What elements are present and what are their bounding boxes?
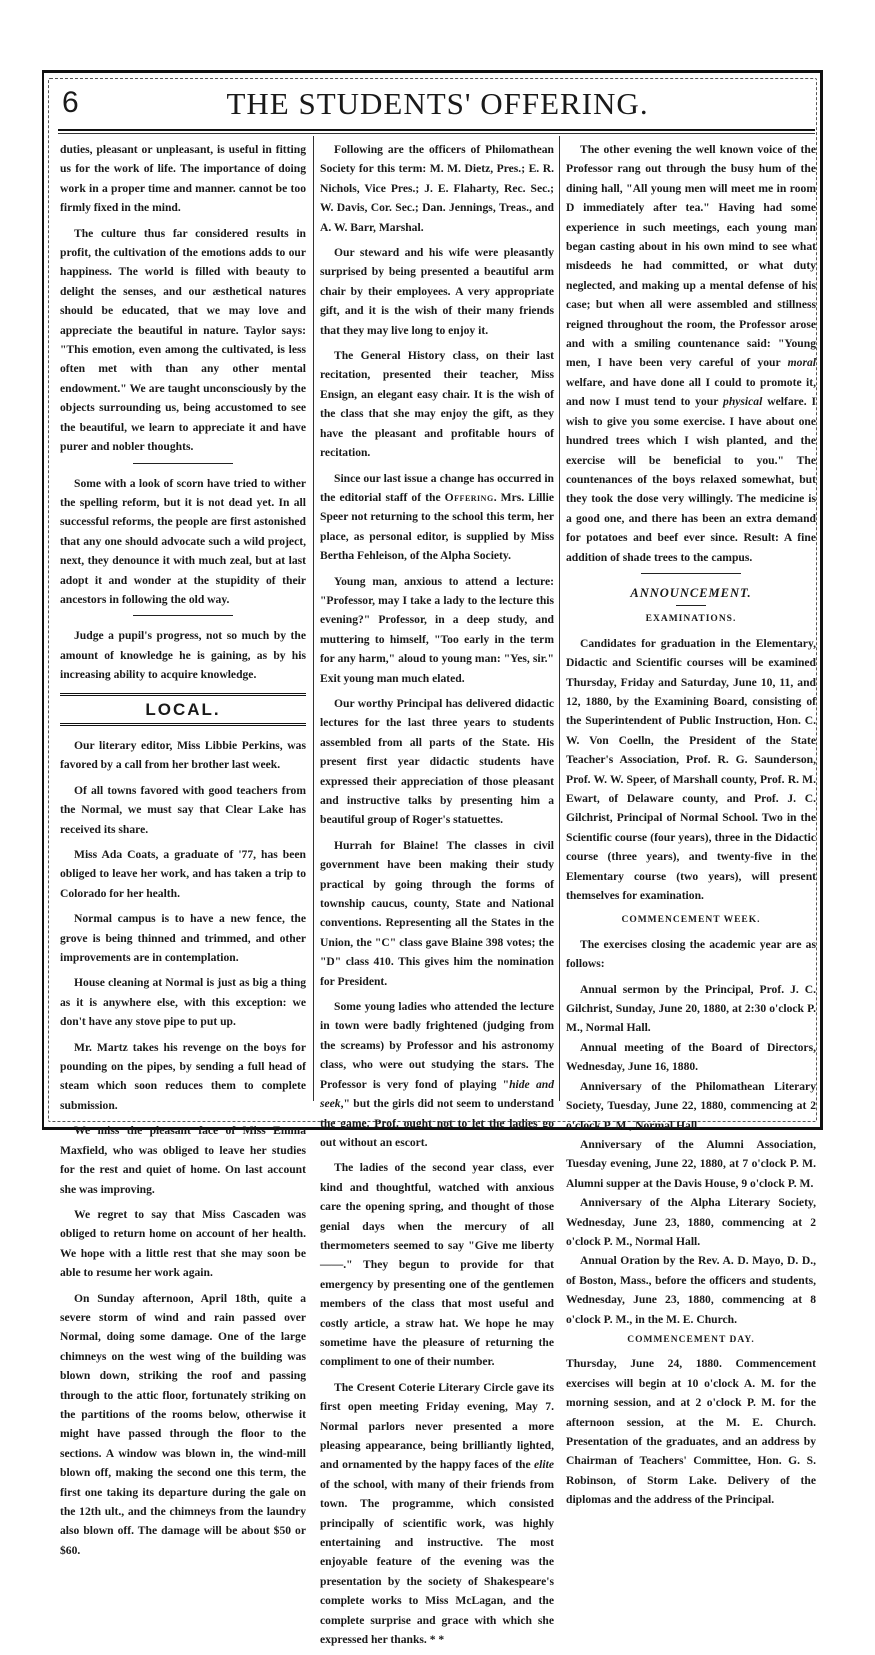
article-paragraph xyxy=(320,346,554,462)
article-paragraph xyxy=(566,1038,816,1077)
article-paragraph xyxy=(566,1193,816,1251)
text-run: The other evening the well known voice of the Professor rang out through the busy hum of the dining hall, "All young men will meet me in room D immediately after tea." Having had some experience in such meetings, each young man began casting about in his own mind to see what misdeeds he had committed, or what duty neglected, and making up a mental defense of his case; but when all were assembled and stillness reigned throughout the room, the Professor arose and with a smiling countenance said: "Young men, I have been very careful of your xyxy=(566,143,816,370)
article-paragraph xyxy=(320,1378,554,1650)
italic-text: moral xyxy=(787,356,816,370)
article-paragraph xyxy=(60,140,306,218)
article-paragraph xyxy=(566,935,816,974)
announcement-heading: ANNOUNCEMENT. xyxy=(630,585,752,600)
section-separator-rule xyxy=(133,463,233,464)
text-run: The ladies of the second year class, ever kind and thoughtful, watched with anxious care the opening spring, and thought of those genial days when the mercury of all thermometers seemed to say "Give me liberty——." They begun to provide for that emergency by presenting one of the gentlemen members of the class that most useful and costly article, a straw hat. We hope he may sometime have the pleasure of returning the compliment to one of their number. xyxy=(320,1161,554,1369)
header-rule-thin xyxy=(58,133,815,134)
text-run: Thursday, June 24, 1880. Commencement exercises will begin at 10 o'clock A. M. for the morning session, and at 2 o'clock P. M. for the afternoon session, at the M. E. Church. Presentation of the graduates, and an address by Chairman of Teachers' Committee, Hon. G. S. Robinson, of Storm Lake. Delivery of the diplomas and the address of the Principal. xyxy=(566,1357,816,1507)
text-run: Judge a pupil's progress, not so much by the amount of knowledge he is gaining, as by his increasing ability to acquire knowledge. xyxy=(60,629,306,682)
text-run: We regret to say that Miss Cascaden was obliged to return home on account of her health. We hope with a little rest that she may soon be able to resume her work again. xyxy=(60,1207,306,1280)
column-divider xyxy=(559,136,560,1101)
text-run: The culture thus far considered results in profit, the cultivation of the emotions adds to our happiness. The world is filled with beauty to delight the senses, and our æsthetical natures should be educated, that we may love and appreciate the beautiful in nature. Taylor says: "This emotion, even among the cultivated, is less often met with than any other mental endowment." We are taught unconsciously by the objects surrounding us, being accustomed to see the beautiful, we learn to appreciate it and have purer and nobler thoughts. xyxy=(60,226,306,454)
text-run: The General History class, on their last recitation, presented their teacher, Miss Ensign, an elegant easy chair. It is the wish of the class that she may enjoy the gift, as they have the pleasant and profitable hours of recitation. xyxy=(320,349,554,460)
article-paragraph xyxy=(320,694,554,830)
article-paragraph xyxy=(60,845,306,903)
local-section-heading: LOCAL. xyxy=(60,693,306,726)
text-run: Hurrah for Blaine! The classes in civil government have been making their study practical by going through the forms of township caucus, county, State and National conventions. Representing all the States in the Union, the "C" class gave Blaine 398 votes; the "D" class 410. This gives him the nomination for President. xyxy=(320,838,554,988)
subsection-heading: EXAMINATIONS. xyxy=(645,614,737,625)
article-paragraph xyxy=(60,736,306,775)
text-run: Mr. Martz takes his revenge on the boys for pounding on the pipes, by sending a full head of steam which soon reduces them to complete submission. xyxy=(60,1040,306,1112)
article-paragraph xyxy=(566,1135,816,1193)
text-run: welfare, and have done all I could to promote it, and now I must tend to your xyxy=(566,375,816,409)
text-run: Annual meeting of the Board of Directors, Wednesday, June 16, 1880. xyxy=(566,1040,816,1074)
column-1 xyxy=(60,140,306,1566)
article-paragraph xyxy=(566,980,816,1038)
article-paragraph xyxy=(60,973,306,1031)
column-divider xyxy=(313,136,314,1101)
article-paragraph xyxy=(320,243,554,340)
article-paragraph xyxy=(60,909,306,967)
article-paragraph xyxy=(60,1205,306,1283)
article-paragraph xyxy=(320,469,554,566)
article-paragraph xyxy=(60,474,306,610)
text-run: Following are the officers of Philomathean Society for this term: M. M. Dietz, Pres.; E. R. Nichols, Vice Pres.; J. E. Flaharty, Rec. Sec.; W. Davis, Cor. Sec.; Dan. Jennings, Treas., and A. W. Barr, Marshal. xyxy=(320,143,554,234)
italic-text: physical xyxy=(723,395,763,409)
text-run: Anniversary of the Philomathean Literary Society, Tuesday, June 22, 1880, commencing at 2 o'clock P. M., Normal Hall. xyxy=(566,1079,816,1132)
text-run: duties, pleasant or unpleasant, is useful in fitting us for the work of life. The importance of doing work in a proper time and manner. cannot be too firmly fixed in the mind. xyxy=(60,143,306,215)
article-paragraph xyxy=(320,140,554,237)
column-2 xyxy=(320,140,554,1655)
section-separator-rule xyxy=(641,573,741,574)
article-paragraph xyxy=(320,1158,554,1371)
text-run: Miss Ada Coats, a graduate of '77, has been obliged to leave her work, and has taken a trip to Colorado for her health. xyxy=(60,848,306,900)
text-run: House cleaning at Normal is just as big a thing as it is anywhere else, with this exception: we don't have any stove pipe to put up. xyxy=(60,976,306,1029)
text-run: welfare. I wish to give you some exercise. I have about one hundred trees which I wish planted, and the exercise will be beneficial to you." The countenances of the boys relaxed somewhat, but they took the dose very willingly. The medicine is a good one, and there has been an extra demand for potatoes and beef ever since. Result: A fine addition of shade trees to the campus. xyxy=(566,395,816,564)
section-separator-rule xyxy=(133,615,233,616)
section-separator-rule xyxy=(676,605,706,606)
article-paragraph xyxy=(60,1121,306,1199)
article-paragraph xyxy=(566,1077,816,1135)
article-paragraph xyxy=(320,997,554,1152)
column-3 xyxy=(566,140,816,1516)
text-run: The Cresent Coterie Literary Circle gave its first open meeting Friday evening, May 7. Normal parlors never presented a more pleasing appearance, being brilliantly lighted, and ornamented by the happy faces of the xyxy=(320,1380,554,1472)
article-paragraph xyxy=(60,1038,306,1116)
text-run: . Mrs. Lillie Speer not returning to the school this term, her place, as personal editor, is supplied by Miss Bertha Fehleison, of the Alpha Society. xyxy=(320,490,554,563)
text-run: The exercises closing the academic year are as follows: xyxy=(566,937,816,971)
text-run: Annual sermon by the Principal, Prof. J. C. Gilchrist, Sunday, June 20, 1880, at 2:30 o'clock P. M., Normal Hall. xyxy=(566,982,816,1035)
text-run: Since our last issue a change has occurred in the editorial staff of the xyxy=(320,471,554,504)
header-rule xyxy=(58,129,815,131)
text-run: We miss the pleasant face of Miss Emma Maxfield, who was obliged to leave her studies for the rest and quiet of home. On last account she was improving. xyxy=(60,1124,306,1196)
article-paragraph xyxy=(566,1354,816,1509)
article-paragraph xyxy=(60,1289,306,1561)
text-run: Some with a look of scorn have tried to wither the spelling reform, but it is not dead yet. In all successful reforms, the people are first astonished that any one should advocate such a wild project, next, they denounce it with much zeal, but at last adopt it and wonder at the stupidity of their ancestors in following the old way. xyxy=(60,476,306,606)
small-caps-text: Offering xyxy=(444,490,494,504)
article-paragraph xyxy=(320,836,554,991)
article-paragraph xyxy=(60,224,306,457)
text-run: Our worthy Principal has delivered didactic lectures for the last three years to students assembled from all parts of the State. His present first year didactic students have expressed their appreciation of those pleasant and instructive talks by presenting him a beautiful group of Roger's statuettes. xyxy=(320,696,554,827)
text-run: Candidates for graduation in the Elementary, Didactic and Scientific courses will be examined Thursday, Friday and Saturday, June 10, 11, and 12, 1880, by the Examining Board, consisting of the Superintendent of Public Instruction, Hon. C. W. Von Coelln, the President of the State Teacher's Association, Prof. R. G. Saunderson, Prof. W. W. Speer, of Marshall county, Prof. R. M. Ewart, of Delaware county, and Prof. J. C. Gilchrist, Principal of Normal School. Two in the Scientific course (four years), three in the Didactic course (three years), and twenty-five in the Elementary course (two years), will present themselves for examination. xyxy=(566,636,816,903)
text-run: Of all towns favored with good teachers from the Normal, we must say that Clear Lake has received its share. xyxy=(60,783,306,836)
page-number: 6 xyxy=(62,86,79,119)
article-paragraph xyxy=(60,626,306,684)
text-run: Anniversary of the Alumni Association, Tuesday evening, June 22, 1880, at 7 o'clock P. M. Alumni supper at the Davis House, 9 o'clock P. M. xyxy=(566,1137,816,1190)
text-run: Annual Oration by the Rev. A. D. Mayo, D. D., of Boston, Mass., before the officers and students, Wednesday, June 23, 1880, commencing at 8 o'clock P. M., in the M. E. Church. xyxy=(566,1254,816,1326)
italic-text: hide and seek xyxy=(320,1077,554,1111)
text-run: Our literary editor, Miss Libbie Perkins, was favored by a call from her brother last week. xyxy=(60,738,306,772)
text-run: Our steward and his wife were pleasantly surprised by being presented a beautiful arm chair by their employees. A very appropriate gift, and it is the wish of their many friends that they may live long to enjoy it. xyxy=(320,246,554,337)
text-run: Normal campus is to have a new fence, the grove is being thinned and trimmed, and other improvements are in contemplation. xyxy=(60,912,306,965)
text-run: Some young ladies who attended the lecture in town were badly frightened (judging from the screams) by Professor and his astronomy class, who were out studying the stars. The Professor is very fond of playing " xyxy=(320,1000,554,1091)
text-run: Anniversary of the Alpha Literary Society, Wednesday, June 23, 1880, commencing at 2 o'clock P. M., Normal Hall. xyxy=(566,1196,816,1248)
text-run: Young man, anxious to attend a lecture: "Professor, may I take a lady to the lecture this evening?" Professor, in a deep study, and muttering to himself, "Too early in the term for any harm," aloud to young man: "Yes, sir." Exit young man much elated. xyxy=(320,574,554,685)
text-run: ," but the girls did not seem to understand the game. Prof. ought not to let the ladies go out without an escort. xyxy=(320,1097,554,1149)
italic-text: elite xyxy=(534,1458,554,1472)
masthead-title: THE STUDENTS' OFFERING. xyxy=(226,86,649,121)
text-run: of the school, with many of their friends from town. The programme, which consisted principally of scientific work, was highly entertaining and instructive. The most enjoyable feature of the evening was the presentation by the society of Shakespeare's complete works to Miss McLagan, and the complete surprise and grace with which she expressed her thanks. * * xyxy=(320,1477,554,1647)
article-paragraph xyxy=(566,140,816,567)
article-paragraph xyxy=(60,781,306,839)
article-paragraph xyxy=(566,634,816,906)
subsection-heading: COMMENCEMENT WEEK. xyxy=(621,915,761,926)
article-paragraph xyxy=(320,572,554,688)
article-paragraph xyxy=(566,1251,816,1329)
text-run: On Sunday afternoon, April 18th, quite a severe storm of wind and rain passed over Normal, doing some damage. One of the large chimneys on the west wing of the building was blown down, striking the roof and passing through to the attic floor, fortunately striking on the partitions of the rooms below, otherwise it might have passed through the floor to the sections. A window was blown in, the wind-mill blown off, making the second one this term, the first one taking its departure during the gale on the 12th ult., and the chimneys from the laundry also blown off. The damage will be about $50 or $60. xyxy=(60,1291,306,1557)
subsection-heading: COMMENCEMENT DAY. xyxy=(627,1334,755,1345)
